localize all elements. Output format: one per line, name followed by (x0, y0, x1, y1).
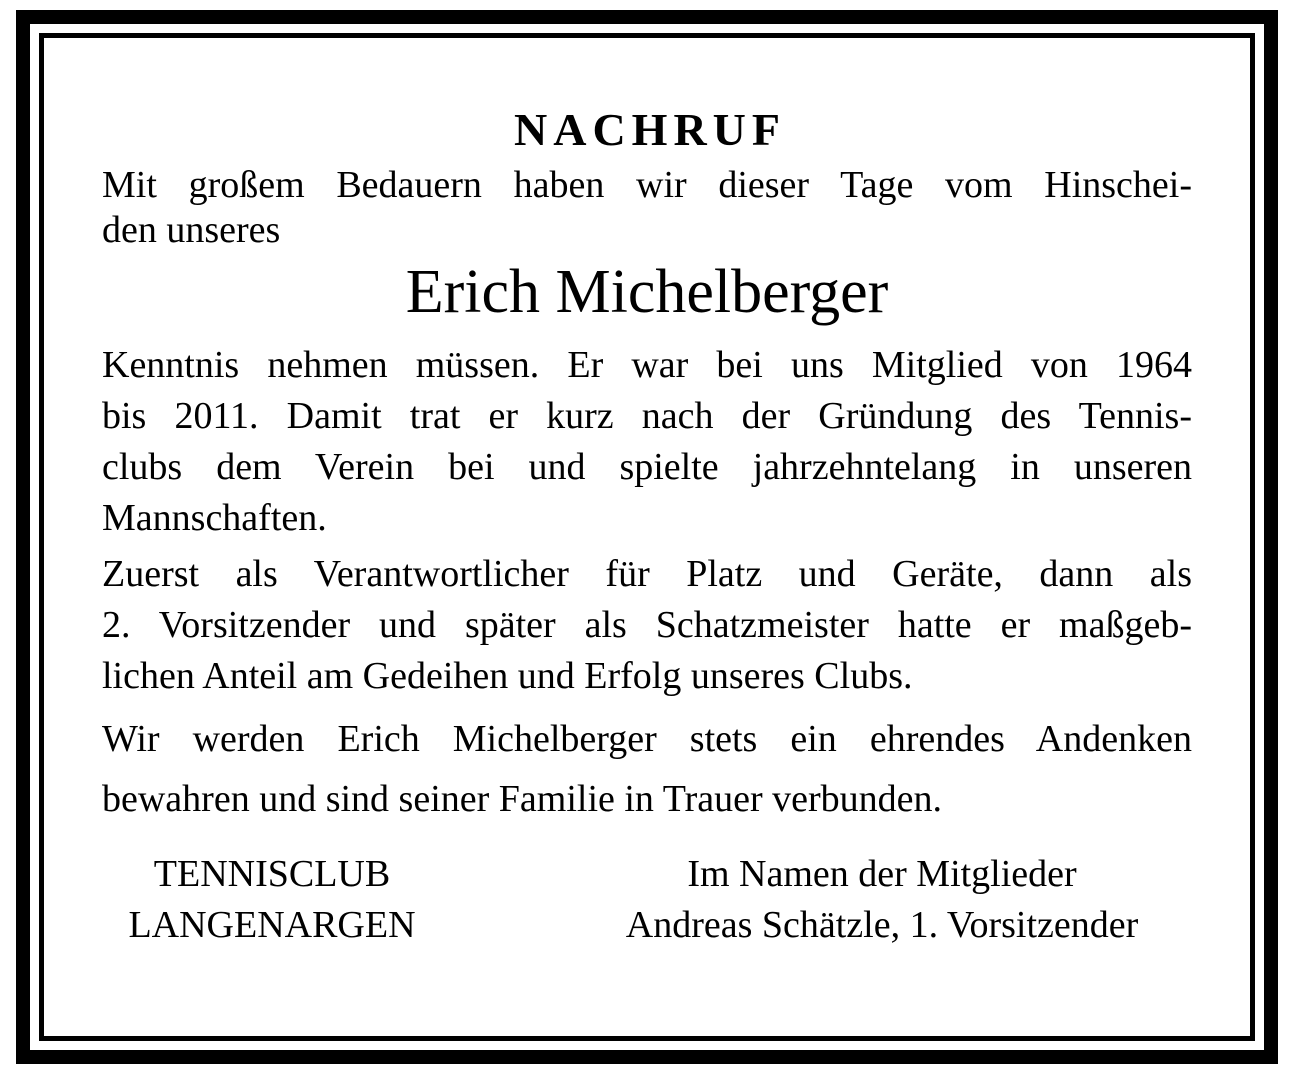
intro-line-1: Mit großem Bedauern haben wir dieser Tage vom Hinschei- (102, 164, 1192, 206)
membership-line-1: Kenntnis nehmen müssen. Er war bei uns Mitglied von 1964 (102, 344, 1192, 386)
club-name-line-1: TENNISCLUB (153, 853, 391, 895)
membership-line-2: bis 2011. Damit trat er kurz nach der Gründung des Tennis- (102, 395, 1192, 437)
remembrance-line-2: bewahren und sind seiner Familie in Trauer verbunden. (102, 778, 943, 820)
roles-line-3: lichen Anteil am Gedeihen und Erfolg unseres Clubs. (102, 655, 913, 697)
club-name-line-2: LANGENARGEN (128, 904, 416, 946)
paragraph-membership (102, 340, 1192, 544)
roles-line-1: Zuerst als Verantwortlicher für Platz und Geräte, dann als (102, 553, 1192, 595)
deceased-name: Erich Michelberger (405, 258, 889, 326)
signer-line-1: Im Namen der Mitglieder (687, 853, 1077, 895)
signer-line-2: Andreas Schätzle, 1. Vorsitzender (625, 904, 1139, 946)
intro-line-2: den unseres (102, 209, 281, 251)
intro-paragraph (102, 160, 1192, 256)
paragraph-spacer (102, 702, 1192, 709)
signature-block (102, 849, 1192, 959)
paragraph-roles (102, 549, 1192, 702)
membership-line-4: Mannschaften. (102, 497, 327, 539)
club-signature (102, 849, 442, 951)
obituary-notice (102, 100, 1192, 959)
chairman-signature (572, 849, 1192, 951)
paragraph-remembrance (102, 709, 1192, 829)
membership-line-3: clubs dem Verein bei und spielte jahrzehntelang in unseren (102, 446, 1192, 488)
roles-line-2: 2. Vorsitzender und später als Schatzmeister hatte er maßgeb- (102, 604, 1192, 646)
notice-title: NACHRUF (514, 104, 786, 155)
remembrance-line-1: Wir werden Erich Michelberger stets ein ehrendes Andenken (102, 718, 1192, 760)
